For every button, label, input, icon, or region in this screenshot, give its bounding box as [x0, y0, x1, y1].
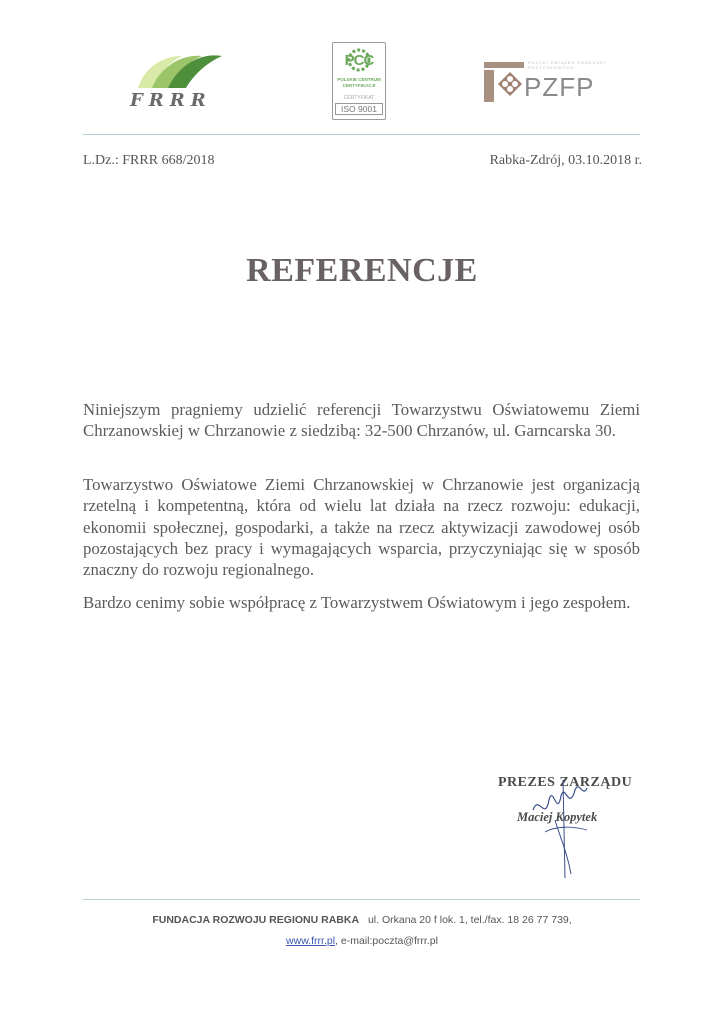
place-and-date: Rabka-Zdrój, 03.10.2018 r. [489, 153, 642, 168]
body-paragraph: Niniejszym pragniemy udzielić referencji Towarzystwu Oświatowemu Ziemi Chrzanowskiej w Chrzanowie z siedzibą: 32-500 Chrzanów, ul. Garncarska 30. [83, 400, 640, 441]
signatory-name: Maciej Kopytek [517, 810, 598, 824]
handwritten-signature [515, 760, 605, 880]
footer-contact-line: www.frrr.pl, e-mail:poczta@frrr.pl [286, 935, 438, 947]
footer-organization: FUNDACJA ROZWOJU REGIONU RABKA [152, 914, 360, 926]
footer-divider [83, 899, 640, 900]
signatory-title: PREZES ZARZĄDU [498, 775, 633, 790]
website-link[interactable]: www.frrr.pl [286, 935, 336, 947]
pcc-certificate-logo [332, 42, 386, 120]
pzfp-emblem-icon [484, 62, 524, 102]
document-title: REFERENCJE [246, 252, 478, 289]
header-divider [83, 134, 640, 135]
footer-email: e-mail:poczta@frrr.pl [340, 935, 438, 947]
pcc-logo-subtitle: POLSKIE CENTRUM CERTYFIKACJI [337, 77, 381, 88]
footer-address-line [0, 914, 724, 926]
body-paragraph: Bardzo cenimy sobie współpracę z Towarzystwem Oświatowym i jego zespołem. [83, 593, 631, 612]
pcc-logo-name: PCC [344, 52, 374, 69]
pcc-logo-iso: ISO 9001 [335, 103, 383, 115]
footer-address: ul. Orkana 20 f lok. 1, tel./fax. 18 26 77 739, [367, 914, 572, 926]
reference-number: L.Dz.: FRRR 668/2018 [83, 153, 215, 168]
frrr-leaf-icon [130, 48, 230, 92]
pzfp-logo-tagline: POLSKI ZWIĄZEK FUNDUSZY POŻYCZKOWYCH [528, 60, 608, 70]
pzfp-logo-text: PZFP [524, 72, 595, 102]
frrr-logo-text: FRRR [130, 90, 212, 111]
body-paragraph: Towarzystwo Oświatowe Ziemi Chrzanowskiej w Chrzanowie jest organizacją rzetelną i kompetentną, która od wielu lat działa na rzecz rozwoju: edukacji, ekonomii społecznej, gospodarki, a także na rzecz aktywizacji zawodowej osób pozostających bez pracy i wymagających wsparcia, przyczyniając się w sposób znaczny do rozwoju regionalnego. [83, 475, 640, 580]
pzfp-logo [484, 60, 614, 106]
frrr-logo [130, 48, 230, 116]
pcc-logo-cert: CERTYFIKAT [343, 95, 375, 101]
